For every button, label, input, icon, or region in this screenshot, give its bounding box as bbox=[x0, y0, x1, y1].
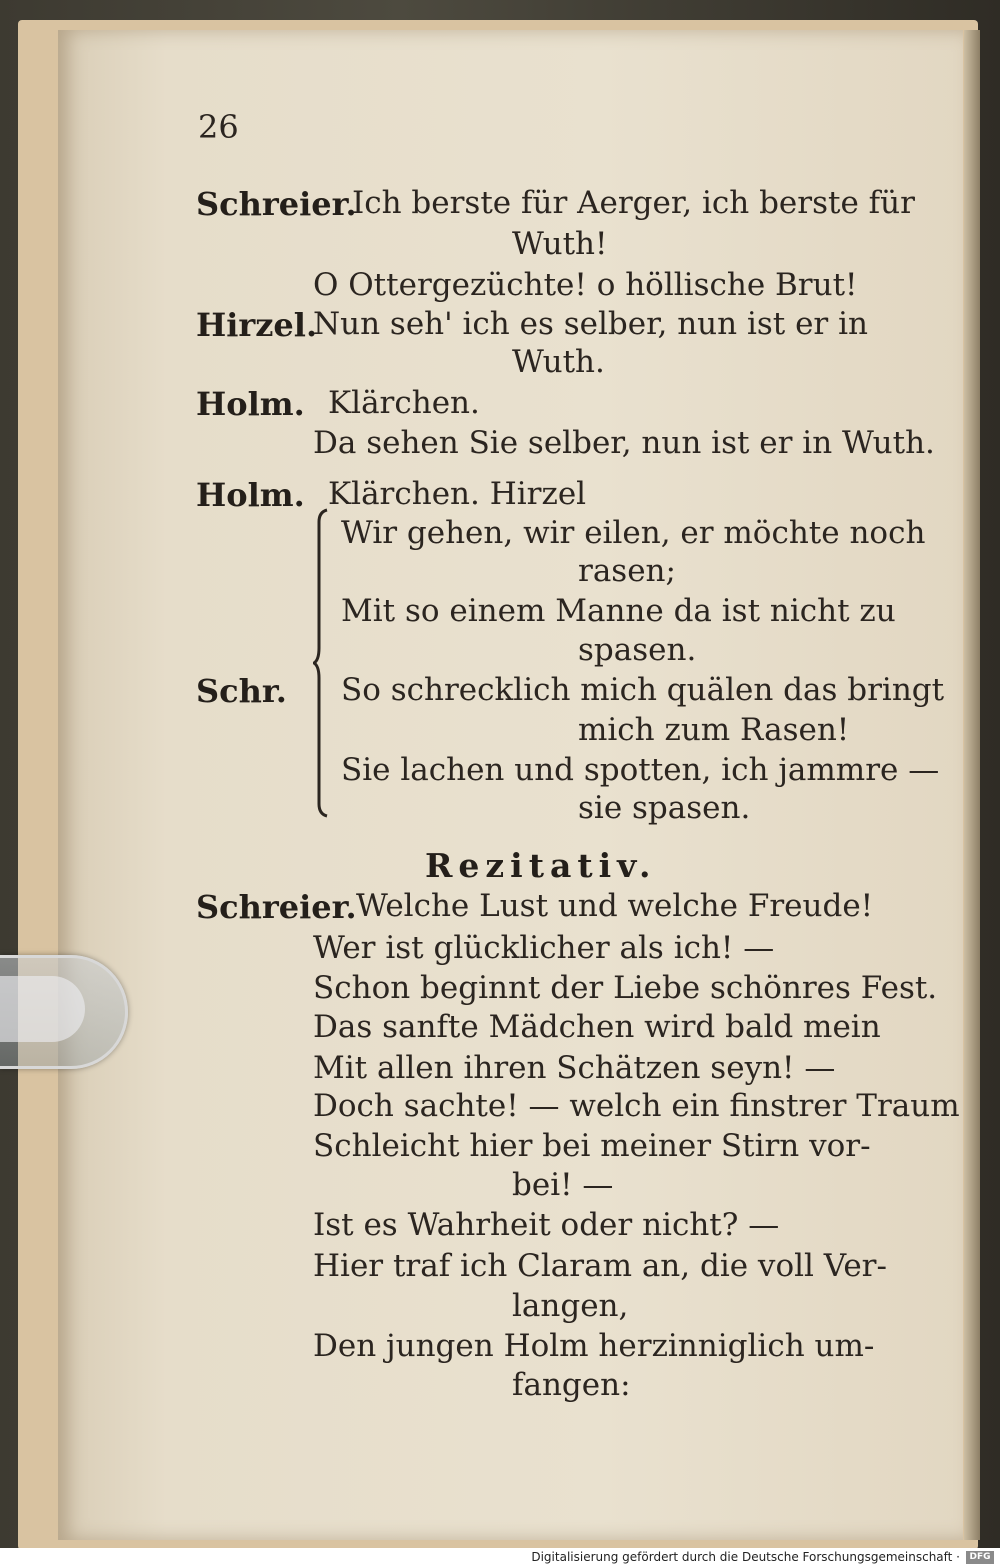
verse-line: Schon beginnt der Liebe schönres Fest. bbox=[313, 970, 938, 1006]
verse-line: spasen. bbox=[578, 632, 697, 668]
verse-line: Wuth. bbox=[512, 344, 605, 380]
verse-line: Klärchen. bbox=[328, 385, 480, 421]
section-heading: Rezitativ. bbox=[425, 846, 657, 885]
verse-line: Wer ist glücklicher als ich! — bbox=[313, 930, 775, 966]
brace-bracket bbox=[313, 508, 329, 818]
verse-line: Da sehen Sie selber, nun ist er in Wuth. bbox=[313, 425, 935, 461]
footer-credit: Digitalisierung gefördert durch die Deutsche Forschungsgemeinschaft · bbox=[531, 1550, 960, 1564]
page-edge bbox=[964, 30, 980, 1540]
footer-bar bbox=[0, 1548, 1000, 1567]
verse-line: Nun seh' ich es selber, nun ist er in bbox=[313, 306, 868, 342]
verse-line: Wir gehen, wir eilen, er möchte noch bbox=[341, 515, 926, 551]
verse-line: langen, bbox=[512, 1288, 629, 1324]
speaker-label: Schreier. bbox=[196, 888, 357, 926]
verse-line: sie spasen. bbox=[578, 790, 751, 826]
verse-line: Wuth! bbox=[512, 226, 608, 262]
verse-line: Doch sachte! — welch ein finstrer Traum bbox=[313, 1088, 960, 1124]
clip-highlight bbox=[0, 976, 85, 1042]
verse-line: Das sanfte Mädchen wird bald mein bbox=[313, 1009, 881, 1045]
dfg-logo-icon: DFG bbox=[966, 1551, 994, 1564]
verse-line: Ist es Wahrheit oder nicht? — bbox=[313, 1207, 780, 1243]
verse-line: Hier traf ich Claram an, die voll Ver- bbox=[313, 1248, 887, 1284]
verse-line: fangen: bbox=[512, 1367, 631, 1403]
speaker-label: Hirzel. bbox=[196, 306, 318, 344]
verse-line: Schleicht hier bei meiner Stirn vor- bbox=[313, 1128, 871, 1164]
speaker-label: Holm. bbox=[196, 476, 305, 514]
verse-line: rasen; bbox=[578, 553, 676, 589]
verse-line: Mit allen ihren Schätzen seyn! — bbox=[313, 1050, 836, 1086]
verse-line: Den jungen Holm herzinniglich um- bbox=[313, 1328, 875, 1364]
verse-line: mich zum Rasen! bbox=[578, 712, 850, 748]
verse-line: Welche Lust und welche Freude! bbox=[356, 888, 874, 924]
speaker-label: Schr. bbox=[196, 672, 287, 710]
speaker-label: Holm. bbox=[196, 385, 305, 423]
plastic-page-clip bbox=[0, 955, 128, 1069]
verse-line: O Ottergezüchte! o höllische Brut! bbox=[313, 267, 858, 303]
verse-line: bei! — bbox=[512, 1167, 614, 1203]
verse-line: Sie lachen und spotten, ich jammre — bbox=[341, 752, 940, 788]
verse-line: So schrecklich mich quälen das bringt bbox=[341, 672, 945, 708]
verse-line: Klärchen. Hirzel bbox=[328, 476, 587, 512]
page-number: 26 bbox=[198, 108, 239, 146]
speaker-label: Schreier. bbox=[196, 185, 357, 223]
verse-line: Ich berste für Aerger, ich berste für bbox=[352, 185, 915, 221]
verse-line: Mit so einem Manne da ist nicht zu bbox=[341, 593, 896, 629]
